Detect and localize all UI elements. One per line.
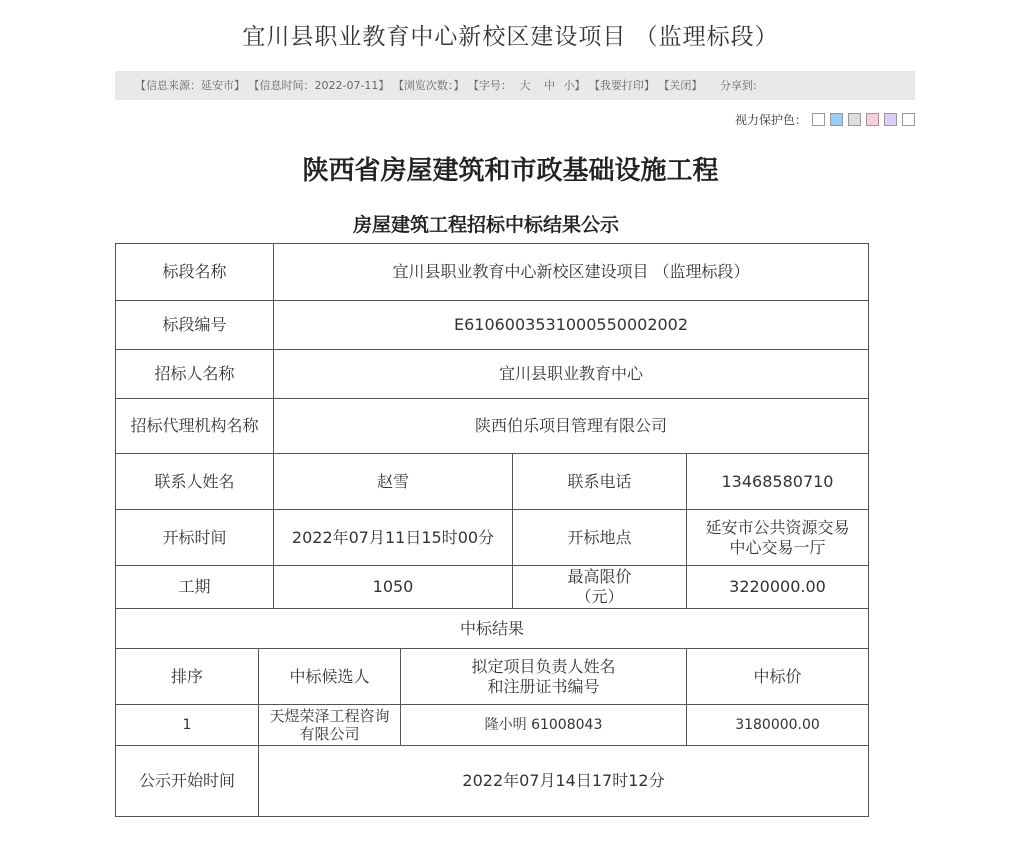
font-large-link[interactable]: 大 [519,79,531,92]
max-price-label-line1: 最高限价 [567,567,632,586]
info-views: 【浏览次数：】 [392,79,465,92]
max-price-value: 3220000.00 [686,565,869,609]
close-link[interactable]: 【关闭】 [658,79,703,92]
duration-value: 1050 [273,565,513,609]
contact-value: 赵雪 [273,453,513,510]
col-rank-header: 排序 [115,648,259,705]
duration-label: 工期 [115,565,274,609]
open-place-line2: 中心交易一厅 [729,537,826,557]
open-place-label: 开标地点 [512,509,687,566]
section-no-value: E6106003531000550002002 [273,300,869,350]
row-candidate-line1: 天煜荣泽工程咨询 [269,707,390,725]
contact-label: 联系人姓名 [115,453,274,510]
open-time-value: 2022年07月11日15时00分 [273,509,513,566]
info-time: 【信息时间：2022-07-11】 [248,79,390,92]
color-swatch-6[interactable] [902,113,915,126]
row-rank: 1 [115,704,259,746]
info-bar [115,71,915,100]
section-name-value: 宜川县职业教育中心新校区建设项目 （监理标段） [273,243,869,301]
color-swatch-3[interactable] [848,113,861,126]
tenderer-value: 宜川县职业教育中心 [273,349,869,399]
print-link[interactable]: 【我要打印】 [588,79,655,92]
page-title: 宜川县职业教育中心新校区建设项目 （监理标段） [242,24,779,50]
publish-start-value: 2022年07月14日17时12分 [258,745,869,817]
font-size-label: 【字号： [467,79,512,92]
col-candidate-header: 中标候选人 [258,648,401,705]
color-swatch-2[interactable] [830,113,843,126]
col-manager-line1: 拟定项目负责人姓名 [471,656,616,676]
max-price-label-line2: （元） [575,587,624,606]
agency-value: 陕西伯乐项目管理有限公司 [273,398,869,454]
section-no-label: 标段编号 [115,300,274,350]
result-table [115,243,869,817]
phone-label: 联系电话 [512,453,687,510]
color-swatch-1[interactable] [812,113,825,126]
open-place-value [686,509,869,566]
open-place-line1: 延安市公共资源交易 [705,517,850,537]
tenderer-label: 招标人名称 [115,349,274,399]
phone-value: 13468580710 [686,453,869,510]
col-manager-line2: 和注册证书编号 [487,676,600,696]
sub-heading: 房屋建筑工程招标中标结果公示 [352,214,619,236]
font-medium-link[interactable]: 中 [543,79,555,92]
row-price: 3180000.00 [686,704,869,746]
color-swatch-5[interactable] [884,113,897,126]
share-label: 分享到: [719,79,757,92]
result-header: 中标结果 [115,608,869,649]
row-candidate-line2: 有限公司 [299,725,360,743]
main-heading: 陕西省房屋建筑和市政基础设施工程 [302,156,719,186]
agency-label: 招标代理机构名称 [115,398,274,454]
col-price-header: 中标价 [686,648,869,705]
publish-start-label: 公示开始时间 [115,745,259,817]
color-swatch-4[interactable] [866,113,879,126]
info-source: 【信息来源：延安市】 [135,79,245,92]
open-time-label: 开标时间 [115,509,274,566]
row-candidate [258,704,401,746]
eye-protect-label: 视力保护色： [734,112,807,127]
col-manager-header [400,648,687,705]
font-small-link[interactable]: 小】 [563,79,586,92]
section-name-label: 标段名称 [115,243,274,301]
max-price-label [512,565,687,609]
row-manager: 隆小明 61008043 [400,704,687,746]
eye-protect-bar [735,111,915,127]
